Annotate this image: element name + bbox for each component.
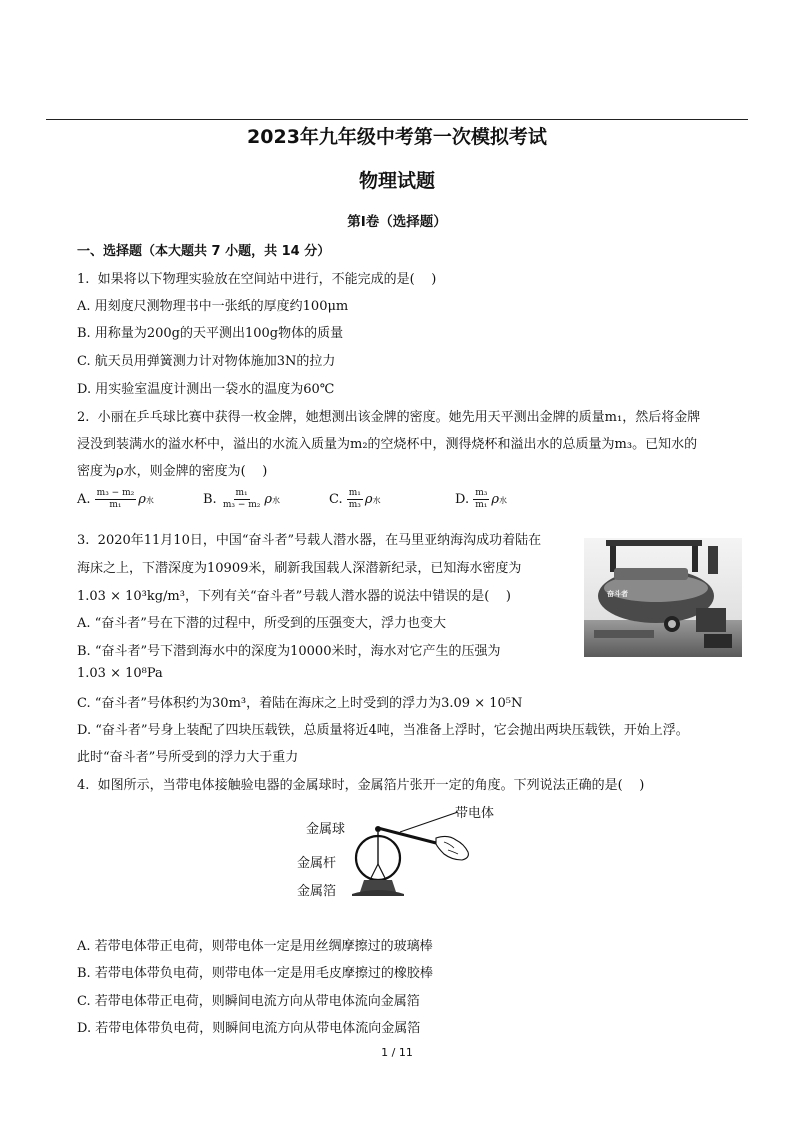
q2-option-label: A. [77, 492, 91, 507]
q3-line-1: 3. 2020年11月10日，中国“奋斗者”号载人潜水器，在马里亚纳海沟成功着陆在 [77, 533, 542, 548]
q2-option-b [203, 488, 280, 511]
q3-option-d-line-2: 此时“奋斗者”号所受到的浮力大于重力 [77, 750, 299, 765]
q2-line-2: 浸没到装满水的溢水杯中，溢出的水流入质量为m₂的空烧杯中，测得烧杯和溢出水的总质量为m₃。已知水的 [77, 437, 698, 452]
q2-option-label: D. [455, 492, 470, 507]
label-charged-body: 带电体 [455, 806, 495, 821]
rho-symbol: ρ [364, 492, 373, 507]
q2-option-label: C. [329, 492, 343, 507]
fraction-numerator: m₁ [235, 488, 248, 498]
q1-option-d: D. 用实验室温度计测出一袋水的温度为60℃ [77, 382, 335, 397]
submersible-photo [584, 538, 742, 657]
fraction-denominator: m₁ [109, 500, 122, 510]
exam-subject: 物理试题 [358, 170, 435, 192]
q2-option-c [329, 488, 381, 511]
q3-option-b-line-1: B. “奋斗者”号下潜到海水中的深度为10000米时，海水对它产生的压强为 [77, 644, 501, 659]
fraction-denominator: m₃ [348, 500, 361, 510]
q2-line-3: 密度为ρ水，则金牌的密度为( ) [77, 464, 268, 479]
rho-subscript: 水 [372, 496, 381, 505]
q3-option-c: C. “奋斗者”号体积约为30m³，着陆在海床之上时受到的浮力为3.09 × 10⁵N [77, 696, 523, 711]
q3-option-d-line-1: D. “奋斗者”号身上装配了四块压载铁，总质量将近4吨，当准备上浮时，它会抛出两块压载铁，开始上浮。 [77, 723, 689, 738]
page-number: 1 / 11 [381, 1046, 413, 1059]
q3-line-3: 1.03 × 10³kg/m³，下列有关“奋斗者”号载人潜水器的说法中错误的是( ) [77, 589, 511, 604]
q2-fraction [221, 488, 263, 511]
q2-fraction [473, 488, 489, 511]
q2-option-a [77, 488, 154, 511]
q4-option-c: C. 若带电体带正电荷，则瞬间电流方向从带电体流向金属箔 [77, 994, 420, 1009]
q4-option-b: B. 若带电体带负电荷，则带电体一定是用毛皮摩擦过的橡胶棒 [77, 966, 433, 981]
q2-fraction [95, 488, 137, 511]
label-metal-ball: 金属球 [306, 822, 346, 837]
fraction-numerator: m₃ [475, 488, 488, 498]
q1-option-c: C. 航天员用弹簧测力计对物体施加3N的拉力 [77, 354, 336, 369]
fraction-denominator: m₃ − m₂ [222, 500, 261, 510]
fraction-numerator: m₃ − m₂ [96, 488, 135, 498]
q1-stem: 1. 如果将以下物理实验放在空间站中进行，不能完成的是( ) [77, 272, 437, 287]
volume-title: 第Ⅰ卷（选择题） [347, 214, 447, 230]
exam-title: 2023年九年级中考第一次模拟考试 [247, 126, 547, 148]
rho-symbol: ρ [264, 492, 273, 507]
rho-subscript: 水 [145, 496, 154, 505]
q3-option-b-line-2: 1.03 × 10⁸Pa [77, 666, 163, 681]
label-metal-rod: 金属杆 [297, 856, 337, 871]
q4-option-a: A. 若带电体带正电荷，则带电体一定是用丝绸摩擦过的玻璃棒 [77, 939, 433, 954]
header-rule [46, 119, 748, 120]
q1-option-a: A. 用刻度尺测物理书中一张纸的厚度约100μm [77, 299, 349, 314]
rho-subscript: 水 [272, 496, 281, 505]
q4-option-d: D. 若带电体带负电荷，则瞬间电流方向从带电体流向金属箔 [77, 1021, 421, 1036]
q2-line-1: 2. 小丽在乒乓球比赛中获得一枚金牌，她想测出该金牌的密度。她先用天平测出金牌的质量m₁，然后将金牌 [77, 410, 701, 425]
q3-option-a: A. “奋斗者”号在下潜的过程中，所受到的压强变大，浮力也变大 [77, 616, 446, 631]
q3-line-2: 海床之上，下潜深度为10909米，刷新我国载人深潜新纪录，已知海水密度为 [77, 561, 522, 576]
rho-subscript: 水 [499, 496, 508, 505]
electroscope-diagram [340, 808, 490, 908]
rho-symbol: ρ [491, 492, 500, 507]
q1-option-b: B. 用称量为200g的天平测出100g物体的质量 [77, 326, 344, 341]
q2-option-label: B. [203, 492, 217, 507]
submersible-name-text: 奋斗者 [607, 590, 628, 598]
q4-stem: 4. 如图所示，当带电体接触验电器的金属球时，金属箔片张开一定的角度。下列说法正确的是( ) [77, 778, 645, 793]
rho-symbol: ρ [138, 492, 146, 507]
label-metal-foil: 金属箔 [297, 884, 337, 899]
q2-fraction [347, 488, 363, 511]
section-title: 一、选择题（本大题共 7 小题，共 14 分） [77, 244, 331, 259]
fraction-denominator: m₁ [475, 500, 488, 510]
q2-option-d [455, 488, 507, 511]
fraction-numerator: m₁ [348, 488, 361, 498]
